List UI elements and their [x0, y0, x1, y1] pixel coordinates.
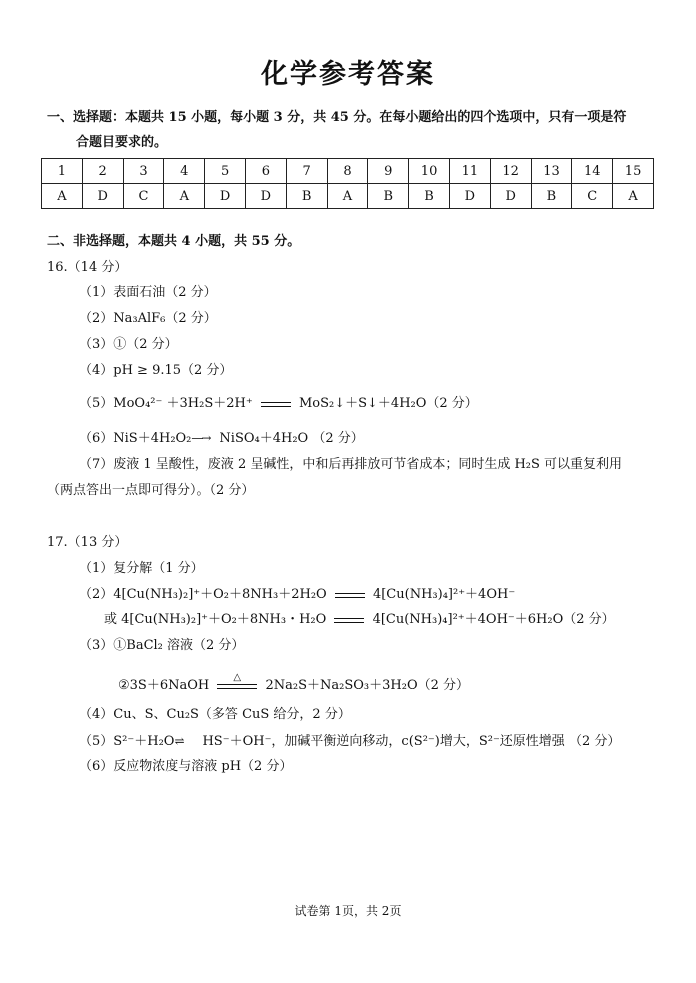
q17-answer-2-products: 4[Cu(NH₃)₄]²⁺＋4OH⁻	[372, 587, 516, 602]
q17-answer-1: （1）复分解（1 分）	[79, 561, 204, 576]
heat-condition: △	[233, 671, 242, 683]
equals-sign-icon	[335, 588, 365, 602]
q17-answer-3-2-reactants: ②3S＋6NaOH	[118, 678, 210, 693]
q16-label: 16.（14 分）	[47, 260, 128, 275]
q16-answer-7-line1: （7）废液 1 呈酸性，废液 2 呈碱性，中和后再排放可节省成本；同时生成 H₂S 可以重复利用	[79, 457, 623, 472]
answer-cell: B	[531, 184, 572, 209]
q17-answer-2-alt-prefix: 或 4[Cu(NH₃)₂]⁺＋O₂＋8NH₃・H₂O	[104, 612, 327, 627]
reaction-arrow-icon: —→	[191, 431, 210, 445]
question-number-cell: 13	[531, 159, 572, 184]
answer-cell: A	[164, 184, 205, 209]
answer-cell: B	[286, 184, 327, 209]
question-number-cell: 12	[490, 159, 531, 184]
question-number-cell: 14	[572, 159, 613, 184]
q16-answer-3: （3）①（2 分）	[79, 337, 178, 352]
q16-answer-6-prefix: （6）NiS＋4H₂O₂	[79, 431, 192, 446]
question-number-cell: 15	[613, 159, 654, 184]
q16-answer-5-prefix: （5）	[79, 396, 114, 411]
answer-cell: B	[368, 184, 409, 209]
question-number-cell: 9	[368, 159, 409, 184]
q16-answer-7-line2: （两点答出一点即可得分）。（2 分）	[47, 483, 255, 498]
q17-answer-5-prefix: （5）S²⁻＋H₂O	[79, 734, 175, 749]
question-number-cell: 5	[205, 159, 246, 184]
answer-cell: D	[245, 184, 286, 209]
question-number-cell: 11	[449, 159, 490, 184]
q17-answer-5	[79, 732, 620, 751]
q17-answer-2-prefix: （2）4[Cu(NH₃)₂]⁺＋O₂＋8NH₃＋2H₂O	[79, 587, 327, 602]
question-number-cell: 1	[42, 159, 83, 184]
q16-answer-6	[79, 429, 364, 448]
question-number-cell: 7	[286, 159, 327, 184]
section2-heading: 二、非选择题，本题共 4 小题，共 55 分。	[47, 234, 301, 249]
answer-cell: A	[42, 184, 83, 209]
section1-heading-cont: 合题目要求的。	[76, 135, 168, 150]
q17-answer-2-alt	[104, 611, 615, 629]
page-footer: 试卷第 1页，共 2页	[294, 904, 402, 918]
answer-cell: D	[82, 184, 123, 209]
q17-answer-3-2	[118, 671, 470, 695]
question-number-cell: 4	[164, 159, 205, 184]
question-number-cell: 3	[123, 159, 164, 184]
q16-answer-5-products: MoS₂↓＋S↓＋4H₂O（2 分）	[298, 396, 478, 411]
question-number-cell: 10	[409, 159, 450, 184]
section1-heading: 一、选择题：本题共 15 小题，每小题 3 分，共 45 分。在每小题给出的四个选项中，只有一项是符	[47, 110, 627, 125]
q16-answer-4: （4）pH ≥ 9.15（2 分）	[79, 363, 233, 378]
answer-cell: D	[449, 184, 490, 209]
q17-answer-3-2-products: 2Na₂S＋Na₂SO₃＋3H₂O（2 分）	[265, 678, 470, 693]
q17-answer-5-text: HS⁻＋OH⁻，加碱平衡逆向移动，c(S²⁻)增大，S²⁻还原性增强 （2 分）	[202, 734, 621, 749]
page-title: 化学参考答案	[261, 59, 435, 90]
question-number-row	[42, 159, 654, 184]
q17-label: 17.（13 分）	[47, 535, 128, 550]
reversible-arrow-icon: ⇌	[174, 734, 183, 748]
q17-answer-2	[79, 586, 515, 604]
q16-answer-1: （1）表面石油（2 分）	[79, 285, 217, 300]
q16-answer-5-reactants: MoO₄²⁻ ＋3H₂S＋2H⁺	[113, 396, 253, 411]
answer-cell: D	[490, 184, 531, 209]
q16-answer-5	[79, 395, 478, 413]
question-number-cell: 6	[245, 159, 286, 184]
q16-answer-2: （2）Na₃AlF₆（2 分）	[79, 311, 217, 326]
q17-answer-4: （4）Cu、S、Cu₂S（多答 CuS 给分，2 分）	[79, 707, 351, 722]
answer-row	[42, 184, 654, 209]
question-number-cell: 2	[82, 159, 123, 184]
heat-equals-sign-icon	[217, 671, 257, 693]
answer-cell: C	[123, 184, 164, 209]
answer-cell: B	[409, 184, 450, 209]
equals-sign-icon	[261, 397, 291, 411]
equals-sign-icon	[334, 613, 364, 627]
q17-answer-2-alt-products: 4[Cu(NH₃)₄]²⁺＋4OH⁻＋6H₂O（2 分）	[372, 612, 615, 627]
answer-cell: A	[327, 184, 368, 209]
answer-cell: D	[205, 184, 246, 209]
answer-cell: C	[572, 184, 613, 209]
q17-answer-3: （3）①BaCl₂ 溶液（2 分）	[79, 638, 245, 653]
question-number-cell: 8	[327, 159, 368, 184]
q16-answer-6-products: NiSO₄＋4H₂O （2 分）	[219, 431, 364, 446]
answer-table	[41, 158, 654, 209]
answer-cell: A	[613, 184, 654, 209]
q17-answer-6: （6）反应物浓度与溶液 pH（2 分）	[79, 759, 293, 774]
